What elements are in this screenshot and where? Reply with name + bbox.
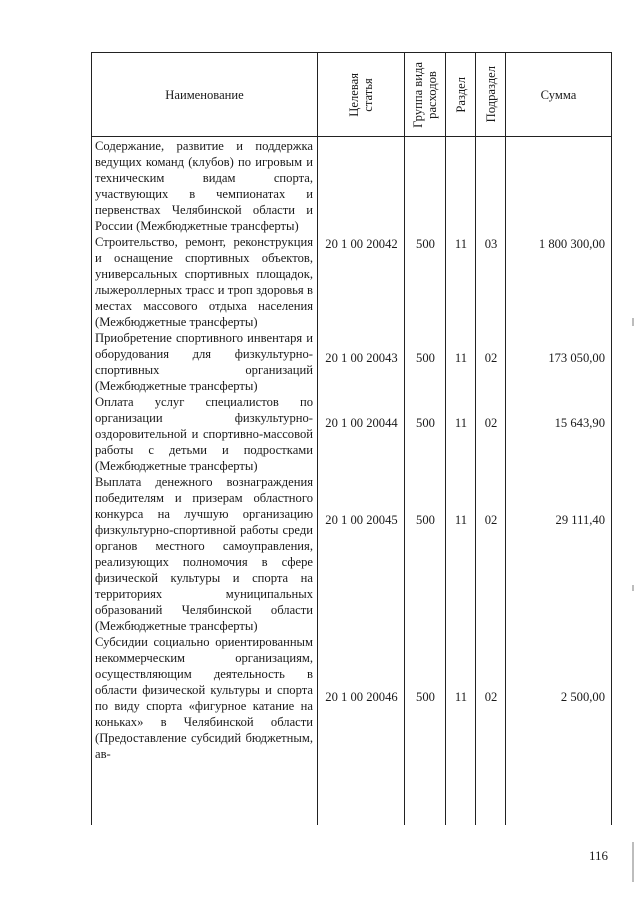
scan-edge-mark xyxy=(632,585,634,591)
row-subsection: 03 xyxy=(484,237,498,251)
header-expense-group: Группа вида расходов xyxy=(405,53,446,137)
row-section: 11 xyxy=(454,237,468,251)
row-name: Строительство, ремонт, реконструкция и оснащение спортивных объектов, универсальных спортивных площадок, лыжероллерных трасс и троп здоровья в местах массового отдыха населения (Межбюджетные трансферты) xyxy=(95,235,313,329)
row-subsection: 02 xyxy=(484,690,498,704)
row-target-article: 20 1 00 20045 xyxy=(325,513,398,527)
row-expense-group: 500 xyxy=(416,416,435,430)
row-amount: 15 643,90 xyxy=(554,416,605,430)
header-amount: Сумма xyxy=(506,53,612,137)
row-amount: 2 500,00 xyxy=(560,690,605,704)
page-number: 116 xyxy=(589,848,609,863)
row-target-article: 20 1 00 20042 xyxy=(325,237,398,251)
header-target-article: Целевая статья xyxy=(318,53,405,137)
names-column xyxy=(92,137,318,826)
header-section: Раздел xyxy=(446,53,476,137)
row-target-article: 20 1 00 20046 xyxy=(325,690,398,704)
row-amount: 1 800 300,00 xyxy=(538,237,605,251)
row-name: Приобретение спортивного инвентаря и оборудования для физкультурно-спортивных организаций (Межбюджетные трансферты) xyxy=(95,331,313,393)
row-amount: 29 111,40 xyxy=(555,513,605,527)
row-expense-group: 500 xyxy=(416,690,435,704)
row-subsection: 02 xyxy=(484,351,498,365)
table-header-row xyxy=(92,53,612,137)
row-name: Содержание, развитие и поддержка ведущих команд (клубов) по игровым и техническим видам спорта, участвующих в чемпионатах и первенствах Челябинской области и России (Межбюджетные трансферты) xyxy=(95,139,313,233)
row-section: 11 xyxy=(454,416,468,430)
row-name: Выплата денежного вознаграждения победителям и призерам областного конкурса на лучшую организацию физкультурно-спортивной работы среди органов местного самоуправления, реализующих полномочия в сфере физической культуры и спорта на территориях муниципальных образований Челябинской области (Межбюджетные трансферты) xyxy=(95,475,313,633)
row-name: Субсидии социально ориентированным некоммерческим организациям, осуществляющим деятельность в области физической культуры и спорта по виду спорта «фигурное катание на коньках» в Челябинской области (Предоставление субсидий бюджетным, ав- xyxy=(95,635,313,761)
header-name: Наименование xyxy=(92,53,318,137)
row-name: Оплата услуг специалистов по организации физкультурно-оздоровительной и спортивно-массовой работы с детьми и подростками (Межбюджетные трансферты) xyxy=(95,395,313,473)
row-amount: 173 050,00 xyxy=(548,351,605,365)
row-section: 11 xyxy=(454,690,468,704)
header-subsection: Подраздел xyxy=(476,53,506,137)
row-expense-group: 500 xyxy=(416,351,435,365)
row-subsection: 02 xyxy=(484,416,498,430)
scan-edge-mark xyxy=(632,842,634,882)
row-section: 11 xyxy=(454,351,468,365)
row-target-article: 20 1 00 20044 xyxy=(325,416,398,430)
row-expense-group: 500 xyxy=(416,237,435,251)
row-target-article: 20 1 00 20043 xyxy=(325,351,398,365)
row-subsection: 02 xyxy=(484,513,498,527)
scan-edge-mark xyxy=(632,318,634,326)
budget-table xyxy=(91,52,612,825)
row-section: 11 xyxy=(454,513,468,527)
row-expense-group: 500 xyxy=(416,513,435,527)
